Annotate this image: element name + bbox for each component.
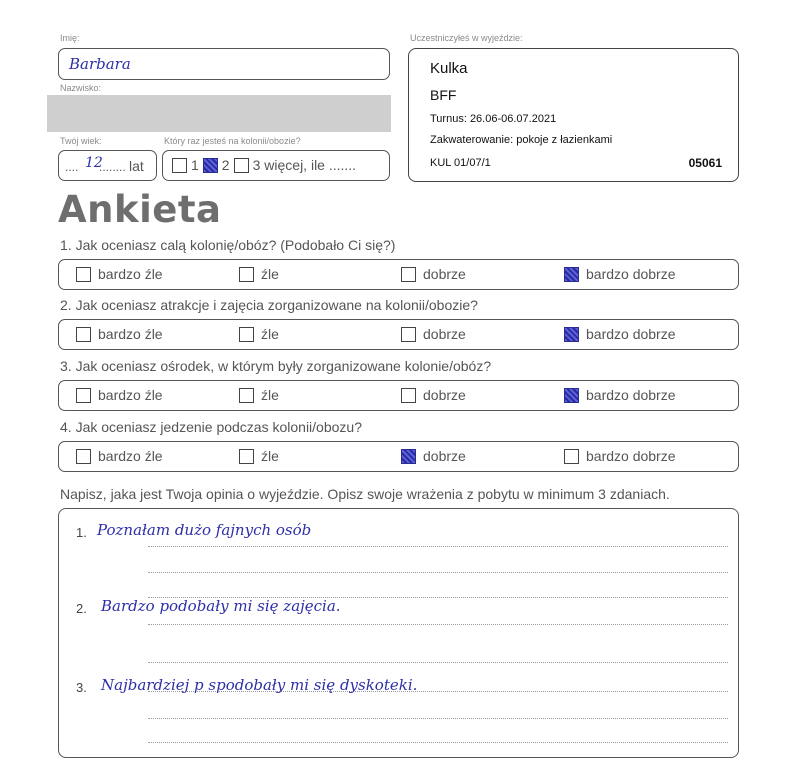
question-label: Jak oceniasz calą kolonię/obóz? (Podobało Ci się?)	[75, 237, 396, 253]
name-field[interactable]	[58, 48, 390, 80]
age-unit: lat	[129, 158, 144, 174]
age-dots-right: ........	[99, 160, 126, 174]
age-label: Twój wiek:	[60, 136, 102, 146]
answer-label: dobrze	[423, 448, 466, 464]
opinion-box[interactable]	[58, 508, 739, 758]
trip-accommodation: Zakwaterowanie: pokoje z łazienkami	[430, 134, 613, 146]
question-number: 1.	[60, 237, 72, 253]
answer-checkbox[interactable]	[564, 449, 579, 464]
answer-label: bardzo dobrze	[586, 448, 676, 464]
answer-label: bardzo źle	[98, 387, 163, 403]
answer-label: bardzo źle	[98, 326, 163, 342]
question-1-option-3[interactable]	[401, 266, 466, 282]
opinion-prompt: Napisz, jaka jest Twoja opinia o wyjeździe. Opisz swoje wrażenia z pobytu w minimum 3 zdaniach.	[60, 486, 670, 502]
answer-label: dobrze	[423, 326, 466, 342]
opinion-text-2: Bardzo podobały mi się zajęcia.	[101, 597, 341, 615]
question-3-option-4[interactable]	[564, 387, 676, 403]
age-value: 12	[85, 155, 103, 171]
opinion-number-1: 1.	[76, 525, 87, 540]
surname-redacted	[47, 95, 391, 132]
answer-checkbox[interactable]	[76, 449, 91, 464]
trip-group: BFF	[430, 87, 457, 103]
age-dots-left: ....	[65, 160, 79, 174]
answer-checkbox[interactable]	[564, 388, 579, 403]
age-field[interactable]	[58, 150, 157, 181]
trip-name: Kulka	[430, 60, 468, 77]
answer-label: dobrze	[423, 266, 466, 282]
name-value: Barbara	[69, 55, 131, 73]
visit-checkbox-3[interactable]	[234, 158, 249, 173]
question-2-option-3[interactable]	[401, 326, 466, 342]
answer-checkbox[interactable]	[239, 449, 254, 464]
question-number: 2.	[60, 297, 72, 313]
answer-checkbox[interactable]	[401, 388, 416, 403]
question-4-option-4[interactable]	[564, 448, 676, 464]
answer-label: bardzo źle	[98, 448, 163, 464]
question-label: Jak oceniasz ośrodek, w którym były zorganizowane kolonie/obóz?	[75, 358, 492, 374]
question-1-answers	[58, 259, 739, 290]
question-label: Jak oceniasz atrakcje i zajęcia zorganizowane na kolonii/obozie?	[75, 297, 478, 313]
answer-checkbox[interactable]	[239, 388, 254, 403]
answer-checkbox[interactable]	[76, 388, 91, 403]
answer-label: źle	[261, 266, 279, 282]
answer-checkbox[interactable]	[76, 327, 91, 342]
answer-label: bardzo źle	[98, 266, 163, 282]
answer-checkbox[interactable]	[564, 267, 579, 282]
question-4-text	[60, 419, 362, 435]
answer-checkbox[interactable]	[239, 267, 254, 282]
trip-number: 05061	[688, 156, 722, 170]
answer-label: bardzo dobrze	[586, 266, 676, 282]
visit-option-3-label: 3 więcej, ile .......	[252, 157, 357, 173]
visit-field	[162, 150, 390, 181]
name-label: Imię:	[60, 33, 80, 43]
question-3-option-2[interactable]	[239, 387, 279, 403]
question-4-option-2[interactable]	[239, 448, 279, 464]
question-2-option-4[interactable]	[564, 326, 676, 342]
answer-label: bardzo dobrze	[586, 326, 676, 342]
opinion-text-3: Najbardziej p spodobały mi się dyskoteki.	[101, 676, 418, 694]
question-4-option-1[interactable]	[76, 448, 163, 464]
answer-label: dobrze	[423, 387, 466, 403]
question-3-text	[60, 358, 491, 374]
question-1-option-1[interactable]	[76, 266, 163, 282]
opinion-number-2: 2.	[76, 601, 87, 616]
question-number: 4.	[60, 419, 72, 435]
answer-checkbox[interactable]	[401, 327, 416, 342]
visit-label: Który raz jesteś na kolonii/obozie?	[164, 136, 301, 146]
visit-checkbox-2[interactable]	[203, 158, 218, 173]
question-1-option-2[interactable]	[239, 266, 279, 282]
answer-checkbox[interactable]	[401, 267, 416, 282]
question-3-option-1[interactable]	[76, 387, 163, 403]
visit-checkbox-1[interactable]	[172, 158, 187, 173]
question-2-text	[60, 297, 478, 313]
question-4-option-3[interactable]	[401, 448, 466, 464]
opinion-number-3: 3.	[76, 680, 87, 695]
question-1-option-4[interactable]	[564, 266, 676, 282]
question-label: Jak oceniasz jedzenie podczas kolonii/obozu?	[75, 419, 362, 435]
question-2-answers	[58, 319, 739, 350]
question-2-option-1[interactable]	[76, 326, 163, 342]
question-3-option-3[interactable]	[401, 387, 466, 403]
answer-label: bardzo dobrze	[586, 387, 676, 403]
answer-checkbox[interactable]	[239, 327, 254, 342]
question-number: 3.	[60, 358, 72, 374]
answer-label: źle	[261, 448, 279, 464]
question-2-option-2[interactable]	[239, 326, 279, 342]
question-1-text	[60, 237, 395, 253]
answer-label: źle	[261, 326, 279, 342]
answer-checkbox[interactable]	[401, 449, 416, 464]
surname-label: Nazwisko:	[60, 83, 102, 93]
visit-option-1-label: 1	[191, 157, 199, 173]
page-title: Ankieta	[58, 188, 222, 231]
answer-checkbox[interactable]	[564, 327, 579, 342]
answer-label: źle	[261, 387, 279, 403]
answer-checkbox[interactable]	[76, 267, 91, 282]
participant-label: Uczestniczyłeś w wyjeździe:	[410, 33, 523, 43]
opinion-text-1: Poznałam dużo fajnych osób	[97, 521, 312, 539]
question-3-answers	[58, 380, 739, 411]
trip-info-box	[408, 48, 739, 182]
question-4-answers	[58, 441, 739, 472]
trip-turnus: Turnus: 26.06-06.07.2021	[430, 113, 557, 125]
trip-code: KUL 01/07/1	[430, 157, 491, 169]
visit-option-2-label: 2	[221, 157, 230, 173]
